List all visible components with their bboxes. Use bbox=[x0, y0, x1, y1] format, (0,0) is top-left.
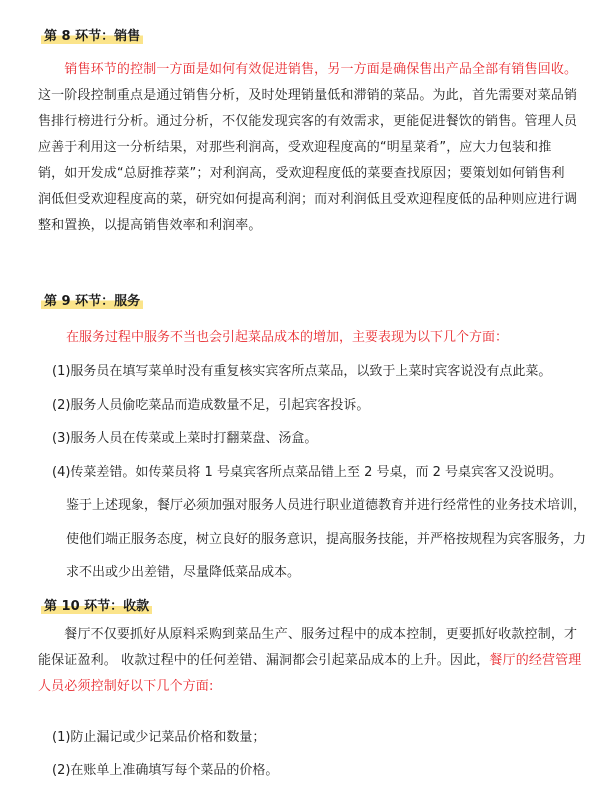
section-8-line-2-run-1: 这一阶段控制重点是通过销售分析，及时处理销量低和滞销的菜品。为此，首先需要对菜品销 bbox=[38, 88, 578, 103]
section-8-line-1-run-2: 销售环节的控制一方面是如何有效促进销售，另一方面是确保售出产品全部有销售回收。 bbox=[64, 62, 578, 77]
section-10-line-1 bbox=[38, 622, 576, 648]
section-9-heading-text: 第 9 环节：服务 bbox=[41, 294, 143, 309]
section-10-line-2-run-2: 餐厅的经营管理 bbox=[489, 653, 582, 668]
section-9-intro: 在服务过程中服务不当也会引起菜品成本的增加，主要表现为以下几个方面： bbox=[66, 330, 509, 345]
section-10-body bbox=[38, 622, 582, 700]
section-8-line-7-run-1: 整和置换，以提高销售效率和利润率。 bbox=[38, 218, 262, 233]
section-9-item-2: (2)服务人员偷吃菜品而造成数量不足，引起宾客投诉。 bbox=[52, 398, 370, 413]
section-10-item-2: (2)在账单上准确填写每个菜品的价格。 bbox=[52, 763, 279, 778]
section-8-line-7 bbox=[38, 213, 576, 239]
section-9-item-1: (1)服务员在填写菜单时没有重复核实宾客所点菜品，以致于上菜时宾客说没有点此菜。 bbox=[52, 364, 552, 379]
section-8-line-3 bbox=[38, 109, 576, 135]
section-8-line-4 bbox=[38, 135, 576, 161]
section-9-item-4: (4)传菜差错。如传菜员将 1 号桌宾客所点菜品错上至 2 号桌，而 2 号桌宾客又没说明。 bbox=[52, 465, 563, 480]
section-8-heading-text: 第 8 环节：销售 bbox=[41, 29, 143, 44]
section-10-line-2-run-1: 能保证盈利。 收款过程中的任何差错、漏洞都会引起菜品成本的上升。因此， bbox=[38, 653, 490, 668]
section-9-conclusion-line-3: 求不出或少出差错，尽量降低菜品成本。 bbox=[66, 565, 301, 580]
section-10-line-3 bbox=[38, 674, 576, 700]
section-9-item-3: (3)服务人员在传菜或上菜时打翻菜盘、汤盒。 bbox=[52, 431, 318, 446]
section-8-line-3-run-1: 售排行榜进行分析。通过分析，不仅能发现宾客的有效需求，更能促进餐饮的销售。管理人员 bbox=[38, 114, 578, 129]
section-10-item-1: (1)防止漏记或少记菜品价格和数量； bbox=[52, 730, 266, 745]
section-8-line-2 bbox=[38, 83, 576, 109]
section-10-line-2 bbox=[38, 648, 582, 674]
section-10-line-3-run-1: 人员必须控制好以下几个方面: bbox=[38, 679, 214, 694]
section-8-line-1 bbox=[38, 57, 576, 83]
section-8-line-6-run-1: 润低但受欢迎程度高的菜，研究如何提高利润；而对利润低且受欢迎程度低的品种则应进行调 bbox=[38, 192, 578, 207]
section-10-line-1-run-1: 餐厅不仅要抓好从原料采购到菜品生产、服务过程中的成本控制，更要抓好收款控制，才 bbox=[38, 627, 578, 642]
section-8-line-5 bbox=[38, 161, 576, 187]
section-8-body bbox=[38, 57, 576, 239]
section-8-line-1-run-1 bbox=[38, 62, 64, 77]
section-9-heading bbox=[38, 292, 146, 311]
section-8-line-4-run-1: 应善于利用这一分析结果，对那些利润高，受欢迎程度高的“明星菜肴”，应大力包装和推 bbox=[38, 140, 552, 155]
section-10-heading-text: 第 10 环节：收款 bbox=[41, 599, 152, 614]
section-10-heading bbox=[38, 597, 155, 616]
section-9-conclusion-line-1: 鉴于上述现象，餐厅必须加强对服务人员进行职业道德教育并进行经常性的业务技术培训， bbox=[66, 498, 587, 513]
section-9-conclusion-line-2: 使他们端正服务态度，树立良好的服务意识，提高服务技能，并严格按规程为宾客服务，力 bbox=[66, 532, 587, 547]
section-8-line-5-run-1: 销，如开发成“总厨推荐菜”；对利润高，受欢迎程度低的菜要查找原因；要策划如何销售利 bbox=[38, 166, 565, 181]
section-8-line-6 bbox=[38, 187, 576, 213]
section-8-heading bbox=[38, 27, 146, 46]
